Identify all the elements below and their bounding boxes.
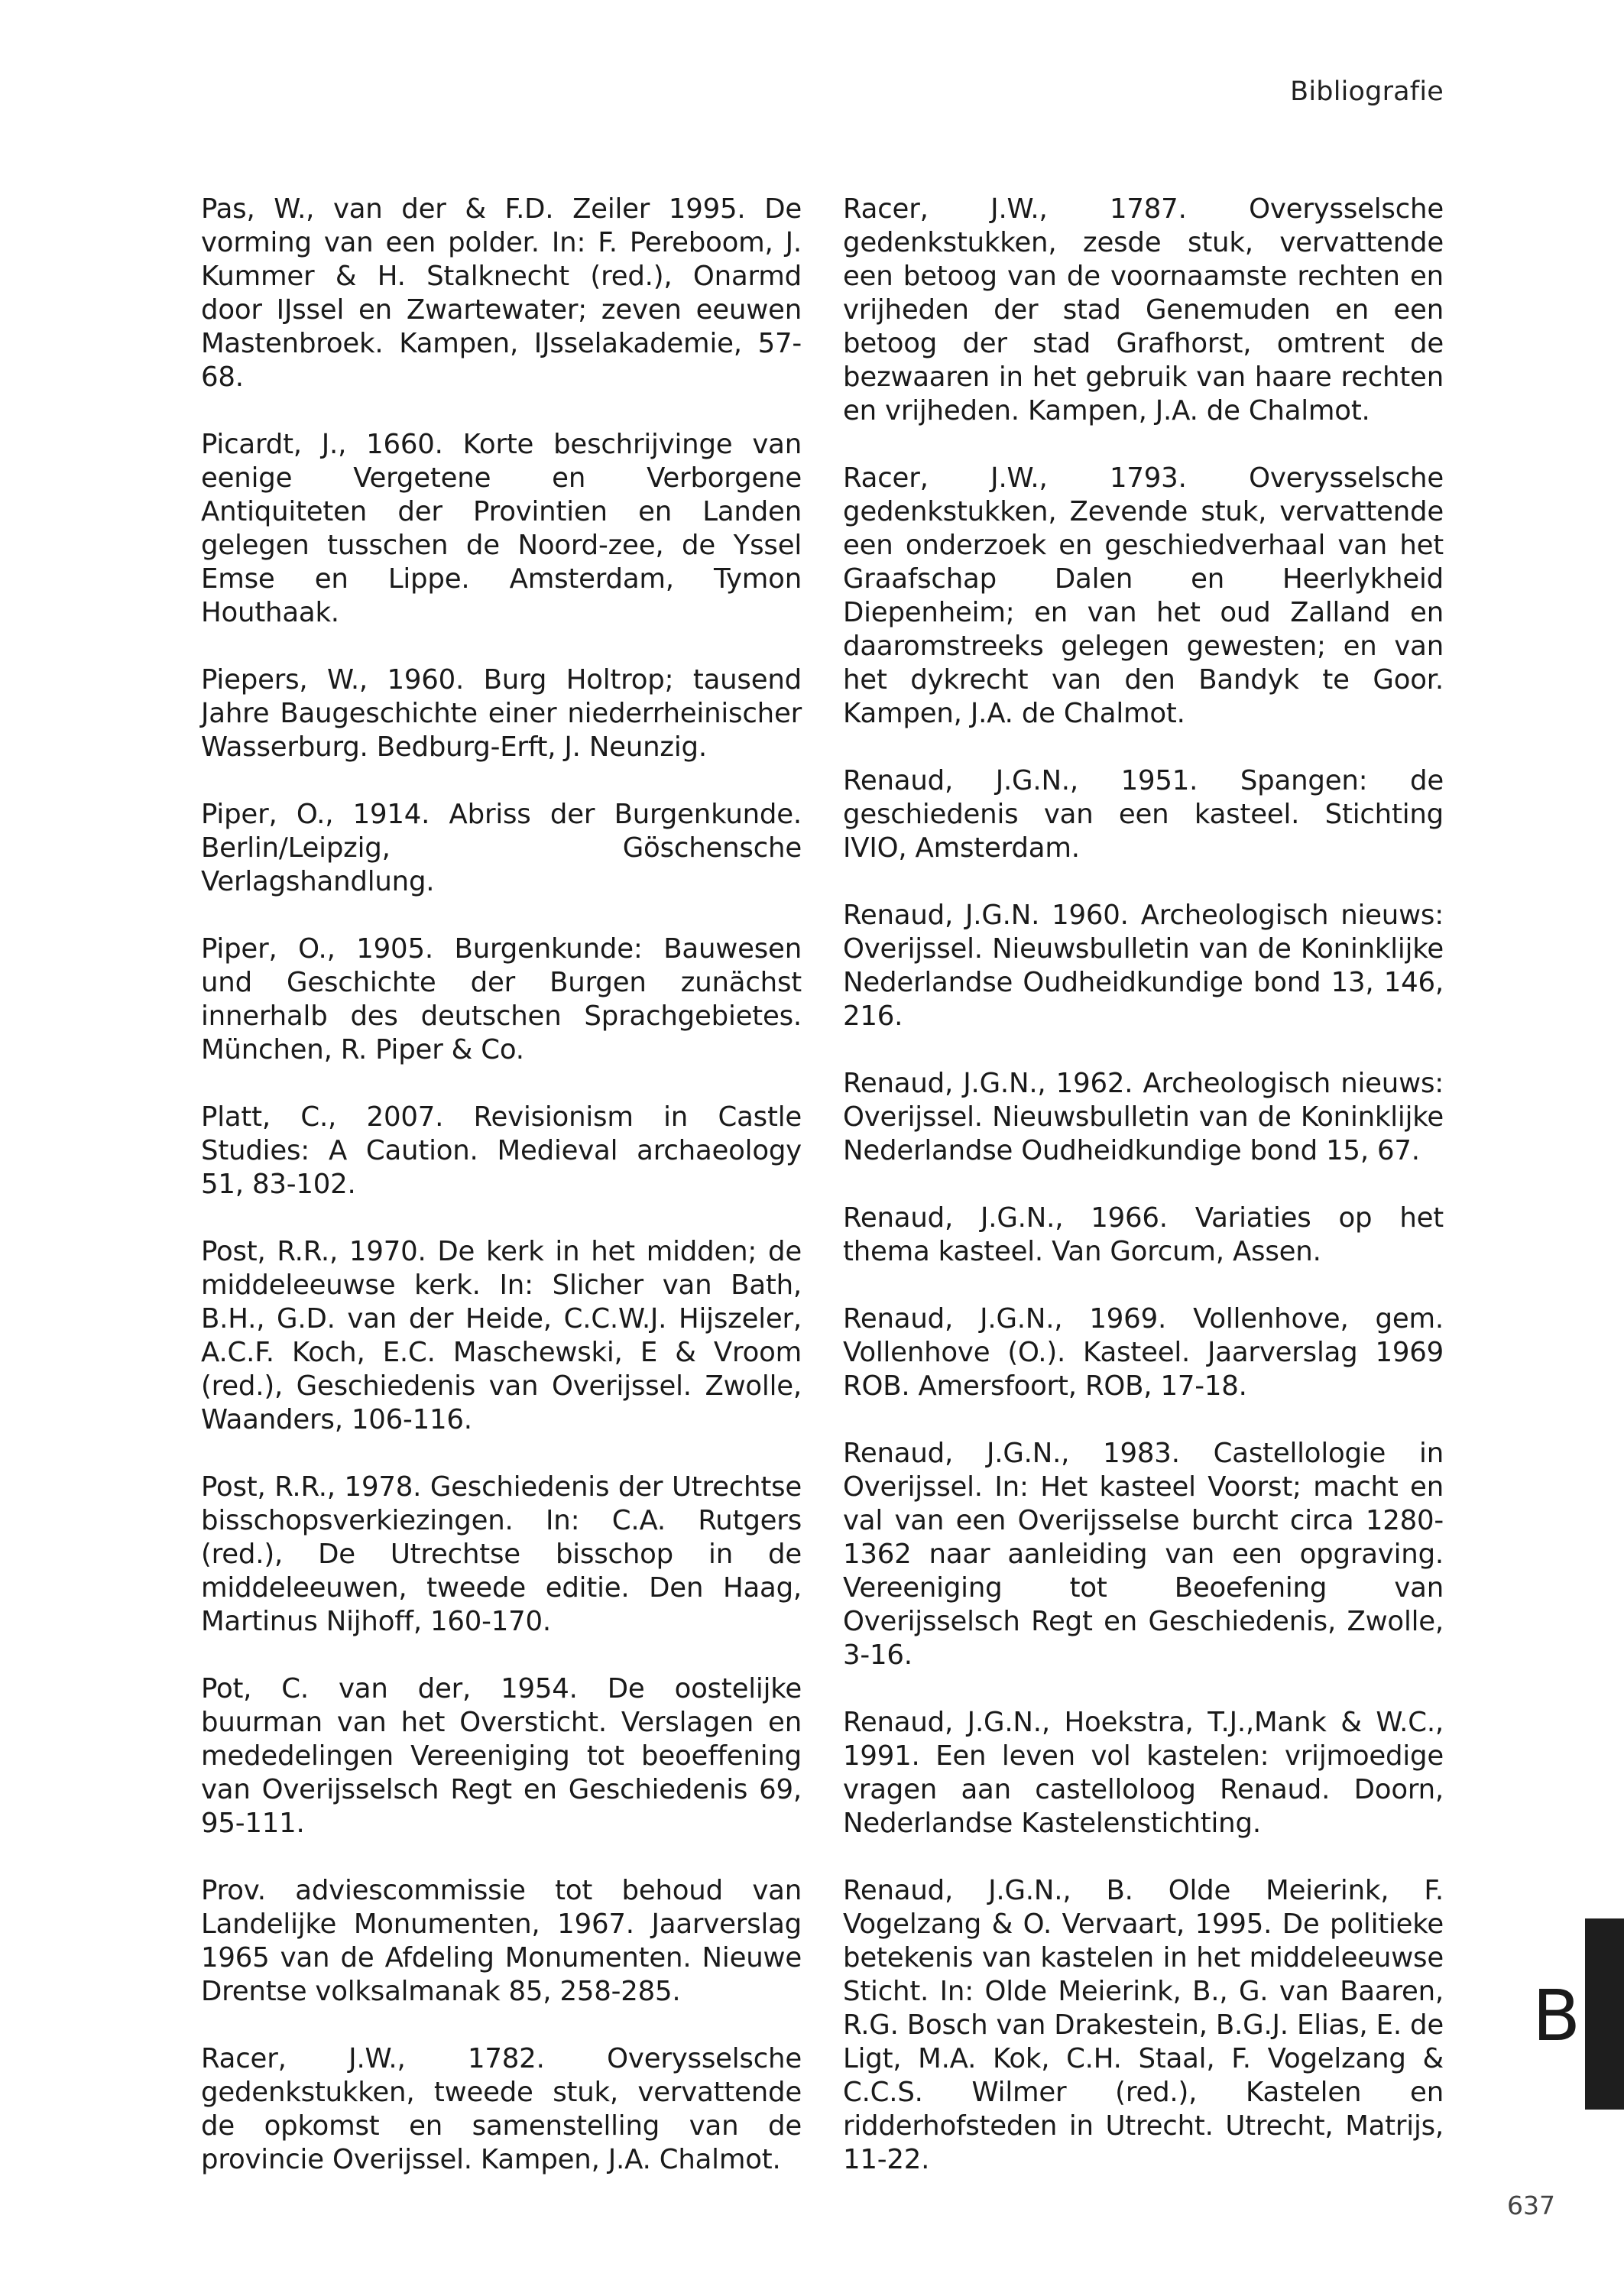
page-number: 637	[1507, 2191, 1555, 2220]
bibliography-entry: Platt, C., 2007. Revisionism in Castle Studies: A Caution. Medieval archaeology 51, 83-102.	[201, 1101, 802, 1200]
bibliography-entry: Post, R.R., 1978. Geschiedenis der Utrechtse bisschopsverkiezingen. In: C.A. Rutgers (red.), De Utrechtse bisschop in de middeleeuwen, tweede editie. Den Haag, Martinus Nijhoff, 160-170.	[201, 1471, 802, 1637]
bibliography-entry: Renaud, J.G.N., 1969. Vollenhove, gem. Vollenhove (O.). Kasteel. Jaarverslag 1969 ROB. Amersfoort, ROB, 17-18.	[843, 1303, 1444, 1402]
bibliography-entry: Renaud, J.G.N. 1960. Archeologisch nieuws: Overijssel. Nieuwsbulletin van de Koninklijke Nederlandse Oudheidkundige bond 13, 146, 216.	[843, 900, 1444, 1032]
bibliography-entry: Pot, C. van der, 1954. De oostelijke buurman van het Oversticht. Verslagen en mededelingen Vereeniging tot beoeffening van Overijsselsch Regt en Geschiedenis 69, 95-111.	[201, 1673, 802, 1839]
bibliography-entry: Picardt, J., 1660. Korte beschrijvinge van eenige Vergetene en Verborgene Antiquiteten der Provintien en Landen gelegen tusschen de Noord-zee, de Yssel Emse en Lippe. Amsterdam, Tymon Houthaak.	[201, 429, 802, 628]
bibliography-entry: Piepers, W., 1960. Burg Holtrop; tausend Jahre Baugeschichte einer niederrheinischer Wasserburg. Bedburg-Erft, J. Neunzig.	[201, 664, 802, 763]
bibliography-column-right	[843, 193, 1444, 2210]
bibliography-entry: Renaud, J.G.N., B. Olde Meierink, F. Vogelzang & O. Vervaart, 1995. De politieke betekenis van kastelen in het middeleeuwse Sticht. In: Olde Meierink, B., G. van Baaren, R.G. Bosch van Drakestein, B.G.J. Elias, E. de Ligt, M.A. Kok, C.H. Staal, F. Vogelzang & C.C.S. Wilmer (red.), Kastelen en ridderhofsteden in Utrecht. Utrecht, Matrijs, 11-22.	[843, 1875, 1444, 2175]
bibliography-entry: Renaud, J.G.N., 1951. Spangen: de geschiedenis van een kasteel. Stichting IVIO, Amsterdam.	[843, 765, 1444, 864]
bibliography-entry: Renaud, J.G.N., 1962. Archeologisch nieuws: Overijssel. Nieuwsbulletin van de Koninklijke Nederlandse Oudheidkundige bond 15, 67.	[843, 1068, 1444, 1166]
bibliography-entry: Piper, O., 1905. Burgenkunde: Bauwesen und Geschichte der Burgen zunächst innerhalb des deutschen Sprachgebietes. München, R. Piper & Co.	[201, 933, 802, 1065]
section-tab-marker	[1585, 1918, 1624, 2110]
bibliography-entry: Prov. adviescommissie tot behoud van Landelijke Monumenten, 1967. Jaarverslag 1965 van de Afdeling Monumenten. Nieuwe Drentse volksalmanak 85, 258-285.	[201, 1875, 802, 2007]
bibliography-entry: Racer, J.W., 1793. Overysselsche gedenkstukken, Zevende stuk, vervattende een onderzoek en geschiedverhaal van het Graafschap Dalen en Heerlykheid Diepenheim; en van het oud Zalland en daaromstreeks gelegen gewesten; en van het dykrecht van den Bandyk te Goor. Kampen, J.A. de Chalmot.	[843, 462, 1444, 729]
bibliography-entry: Renaud, J.G.N., 1966. Variaties op het thema kasteel. Van Gorcum, Assen.	[843, 1202, 1444, 1267]
bibliography-entry: Racer, J.W., 1782. Overysselsche gedenkstukken, tweede stuk, vervattende de opkomst en samenstelling van de provincie Overijssel. Kampen, J.A. Chalmot.	[201, 2043, 802, 2175]
bibliography-column-left	[201, 193, 802, 2210]
bibliography-entry: Renaud, J.G.N., 1983. Castellologie in Overijssel. In: Het kasteel Voorst; macht en val van een Overijsselse burcht circa 1280-1362 naar aanleiding van een opgraving. Vereeniging tot Beoefening van Overijsselsch Regt en Geschiedenis, Zwolle, 3-16.	[843, 1438, 1444, 1671]
section-letter: B	[1532, 1975, 1581, 2057]
bibliography-entry: Pas, W., van der & F.D. Zeiler 1995. De vorming van een polder. In: F. Pereboom, J. Kummer & H. Stalknecht (red.), Onarmd door IJssel en Zwartewater; zeven eeuwen Mastenbroek. Kampen, IJsselakademie, 57-68.	[201, 193, 802, 393]
bibliography-entry: Piper, O., 1914. Abriss der Burgenkunde. Berlin/Leipzig, Göschensche Verlagshandlung.	[201, 799, 802, 897]
bibliography-entry: Renaud, J.G.N., Hoekstra, T.J.,Mank & W.C., 1991. Een leven vol kastelen: vrijmoedige vragen aan castelloloog Renaud. Doorn, Nederlandse Kastelenstichting.	[843, 1707, 1444, 1839]
bibliography-entry: Racer, J.W., 1787. Overysselsche gedenkstukken, zesde stuk, vervattende een betoog van de voornaamste rechten en vrijheden der stad Genemuden en een betoog der stad Grafhorst, omtrent de bezwaaren in het gebruik van haare rechten en vrijheden. Kampen, J.A. de Chalmot.	[843, 193, 1444, 426]
bibliography-entry: Post, R.R., 1970. De kerk in het midden; de middeleeuwse kerk. In: Slicher van Bath, B.H., G.D. van der Heide, C.C.W.J. Hijszeler, A.C.F. Koch, E.C. Maschewski, E & Vroom (red.), Geschiedenis van Overijssel. Zwolle, Waanders, 106-116.	[201, 1236, 802, 1435]
running-header: Bibliografie	[1290, 76, 1444, 107]
